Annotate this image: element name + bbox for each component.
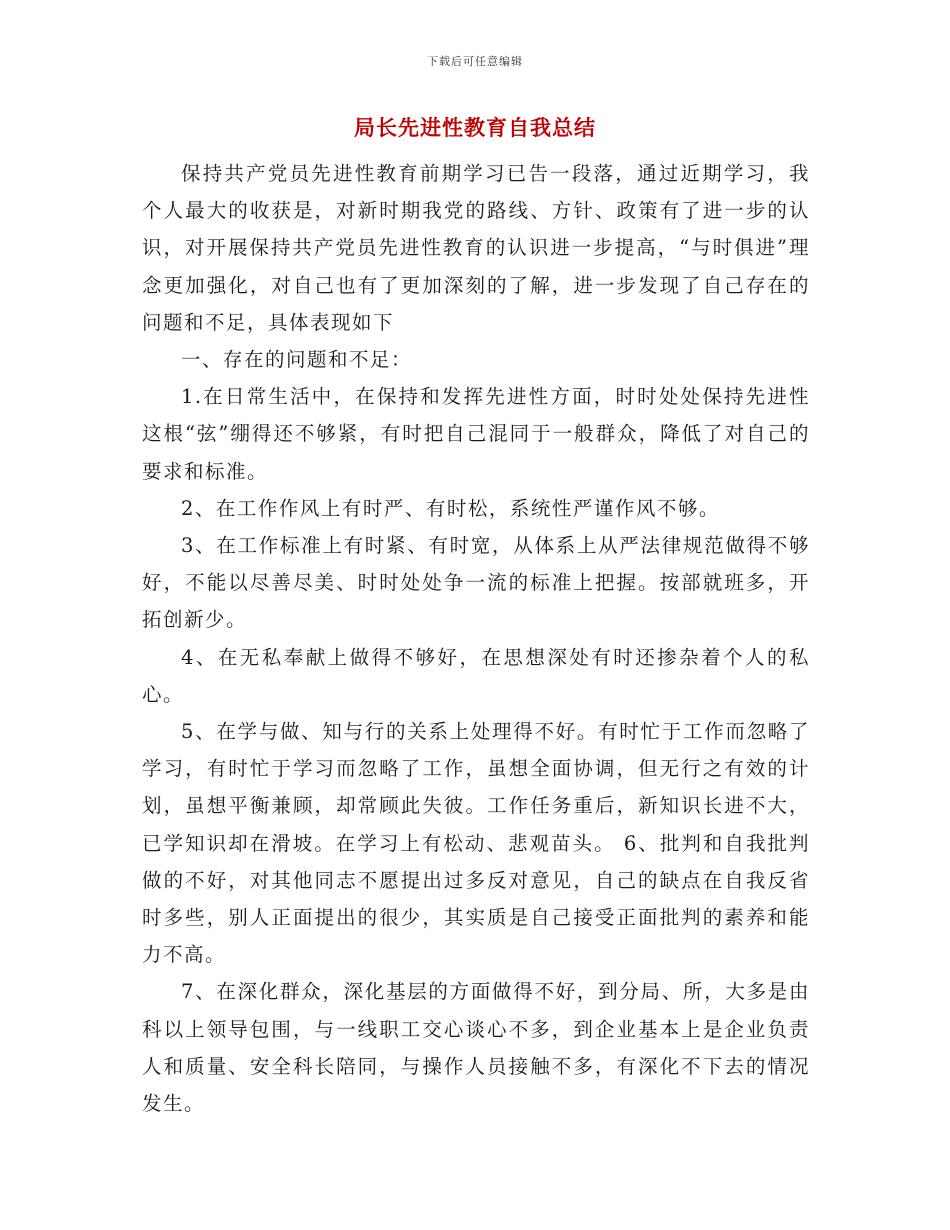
- header-note: 下载后可任意编辑: [427, 55, 523, 68]
- paragraph-item-5: 5、在学与做、知与行的关系上处理得不好。有时忙于工作而忽略了学习，有时忙于学习而忽略了工作，虽想全面协调，但无行之有效的计划，虽想平衡兼顾，却常顾此失彼。工作任务重后，新知识长进不大，已学知识却在滑坡。在学习上有松动、悲观苗头。 6、批判和自我批判做的不好，对其他同志不愿提出过多反对意见，自己的缺点在自我反省时多些，别人正面提出的很少，其实质是自己接受正面批判的素养和能力不高。: [142, 720, 810, 967]
- paragraph-item-1: 1.在日常生活中，在保持和发挥先进性方面，时时处处保持先进性这根“弦”绷得还不够紧，有时把自己混同于一般群众，降低了对自己的要求和标准。: [142, 385, 810, 483]
- paragraph-item-4: 4、在无私奉献上做得不够好，在思想深处有时还掺杂着个人的私心。: [142, 645, 810, 706]
- paragraph-item-3: 3、在工作标准上有时紧、有时宽，从体系上从严法律规范做得不够好，不能以尽善尽美、时时处处争一流的标准上把握。按部就班多，开拓创新少。: [142, 534, 810, 632]
- document-body: [142, 155, 810, 1122]
- paragraph-item-2: 2、在工作作风上有时严、有时松，系统性严谨作风不够。: [181, 496, 720, 520]
- paragraph-section-heading: 一、存在的问题和不足：: [181, 348, 413, 372]
- document-title: 局长先进性教育自我总结: [354, 116, 596, 140]
- paragraph-intro: 保持共产党员先进性教育前期学习已告一段落，通过近期学习，我个人最大的收获是，对新时期我党的路线、方针、政策有了进一步的认识，对开展保持共产党员先进性教育的认识进一步提高，“与时俱进”理念更加强化，对自己也有了更加深刻的了解，进一步发现了自己存在的问题和不足，具体表现如下: [142, 162, 810, 334]
- paragraph-item-7: 7、在深化群众，深化基层的方面做得不好，到分局、所，大多是由科以上领导包围，与一线职工交心谈心不多，到企业基本上是企业负责人和质量、安全科长陪同，与操作人员接触不多，有深化不下去的情况发生。: [142, 980, 810, 1116]
